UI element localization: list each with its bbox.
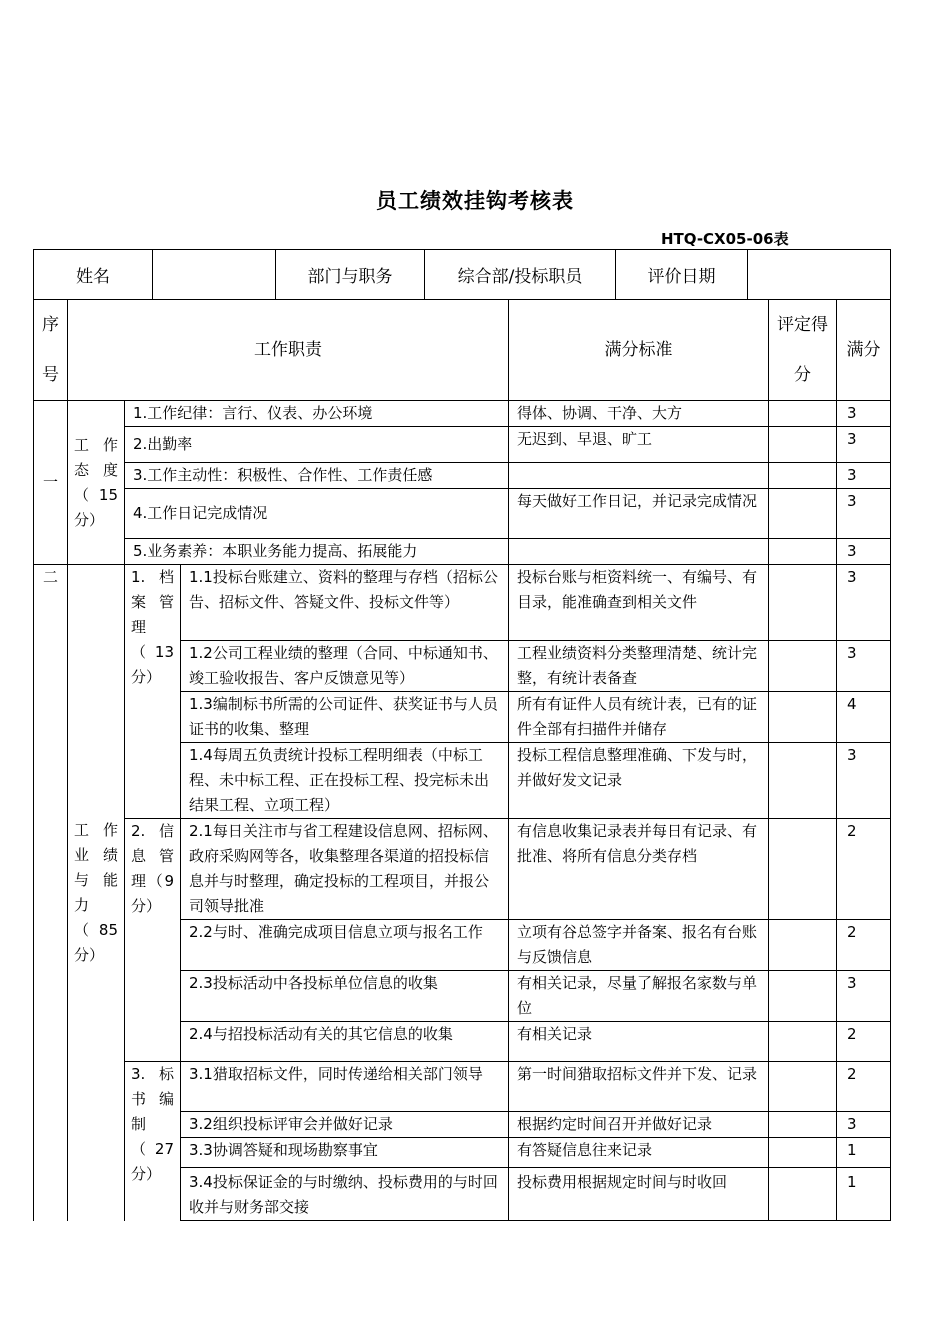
duty-cell: 2.1每日关注市与省工程建设信息网、招标网、政府采购网等各，收集整理各渠道的招投标信息并与时整理，确定投标的工程项目，并报公司领导批准 [181, 819, 509, 920]
date-field[interactable] [748, 250, 891, 300]
group-archive-management: 1.档案管理（13分） [125, 565, 181, 819]
full-score-cell: 4 [837, 692, 891, 743]
table-row [34, 819, 891, 920]
full-score-cell: 3 [837, 489, 891, 539]
table-row [34, 401, 891, 427]
header-table [33, 249, 891, 300]
section-1-category: 工作态度（15分） [68, 401, 125, 565]
full-score-cell: 2 [837, 920, 891, 971]
col-score: 评定得分 [769, 300, 837, 401]
full-score-cell: 2 [837, 819, 891, 920]
full-score-cell: 3 [837, 743, 891, 819]
col-full: 满分 [837, 300, 891, 401]
score-field[interactable] [769, 401, 837, 427]
duty-cell: 1.1投标台账建立、资料的整理与存档（招标公告、招标文件、答疑文件、投标文件等） [181, 565, 509, 641]
table-row [34, 539, 891, 565]
standard-cell: 立项有谷总签字并备案、报名有台账与反馈信息 [509, 920, 769, 971]
full-score-cell: 3 [837, 463, 891, 489]
score-field[interactable] [769, 489, 837, 539]
standard-cell: 有信息收集记录表并每日有记录、有批准、将所有信息分类存档 [509, 819, 769, 920]
col-duty: 工作职责 [68, 300, 509, 401]
standard-cell: 每天做好工作日记，并记录完成情况 [509, 489, 769, 539]
score-field[interactable] [769, 641, 837, 692]
col-seq: 序号 [34, 300, 68, 401]
group-information-management: 2.信息管理（9分） [125, 819, 181, 1062]
score-field[interactable] [769, 1138, 837, 1168]
table-row [34, 1062, 891, 1112]
standard-cell: 有相关记录 [509, 1022, 769, 1062]
score-field[interactable] [769, 920, 837, 971]
date-label: 评价日期 [616, 250, 748, 300]
score-field[interactable] [769, 463, 837, 489]
column-header-row [34, 300, 891, 401]
full-score-cell: 2 [837, 1022, 891, 1062]
score-field[interactable] [769, 819, 837, 920]
score-field[interactable] [769, 1112, 837, 1138]
standard-cell: 工程业绩资料分类整理清楚、统计完整，有统计表备查 [509, 641, 769, 692]
standard-cell [509, 539, 769, 565]
duty-cell: 2.3投标活动中各投标单位信息的收集 [181, 971, 509, 1022]
standard-cell: 第一时间猎取招标文件并下发、记录 [509, 1062, 769, 1112]
duty-cell: 5.业务素养：本职业务能力提高、拓展能力 [125, 539, 509, 565]
full-score-cell: 3 [837, 971, 891, 1022]
duty-cell: 1.4每周五负责统计投标工程明细表（中标工程、未中标工程、正在投标工程、投完标未出结果工程、立项工程） [181, 743, 509, 819]
score-field[interactable] [769, 427, 837, 463]
col-standard: 满分标准 [509, 300, 769, 401]
score-field[interactable] [769, 1168, 837, 1221]
duty-cell: 3.3协调答疑和现场勘察事宜 [181, 1138, 509, 1168]
full-score-cell: 3 [837, 401, 891, 427]
duty-cell: 1.2公司工程业绩的整理（合同、中标通知书、竣工验收报告、客户反馈意见等） [181, 641, 509, 692]
group-bid-preparation: 3.标书编制（27分） [125, 1062, 181, 1221]
duty-cell: 2.4与招投标活动有关的其它信息的收集 [181, 1022, 509, 1062]
full-score-cell: 3 [837, 1112, 891, 1138]
standard-cell [509, 463, 769, 489]
duty-cell: 3.工作主动性：积极性、合作性、工作责任感 [125, 463, 509, 489]
duty-cell: 3.4投标保证金的与时缴纳、投标费用的与时回收并与财务部交接 [181, 1168, 509, 1221]
name-field[interactable] [153, 250, 276, 300]
standard-cell: 得体、协调、干净、大方 [509, 401, 769, 427]
evaluation-table [33, 299, 891, 1221]
full-score-cell: 3 [837, 539, 891, 565]
duty-cell: 1.工作纪律：言行、仪表、办公环境 [125, 401, 509, 427]
standard-cell: 有相关记录，尽量了解报名家数与单位 [509, 971, 769, 1022]
page-title: 员工绩效挂钩考核表 [376, 189, 574, 213]
duty-cell: 2.出勤率 [125, 427, 509, 463]
score-field[interactable] [769, 565, 837, 641]
full-score-cell: 2 [837, 1062, 891, 1112]
section-2-category: 工作业绩与能力（85分） [68, 565, 125, 1221]
full-score-cell: 3 [837, 427, 891, 463]
name-label: 姓名 [34, 250, 153, 300]
full-score-cell: 1 [837, 1168, 891, 1221]
full-score-cell: 1 [837, 1138, 891, 1168]
duty-cell: 3.2组织投标评审会并做好记录 [181, 1112, 509, 1138]
score-field[interactable] [769, 1022, 837, 1062]
score-field[interactable] [769, 1062, 837, 1112]
table-row [34, 427, 891, 463]
duty-cell: 3.1猎取招标文件，同时传递给相关部门领导 [181, 1062, 509, 1112]
dept-value: 综合部/投标职员 [425, 250, 616, 300]
standard-cell: 所有有证件人员有统计表，已有的证件全部有扫描件并储存 [509, 692, 769, 743]
score-field[interactable] [769, 539, 837, 565]
duty-cell: 4.工作日记完成情况 [125, 489, 509, 539]
standard-cell: 投标费用根据规定时间与时收回 [509, 1168, 769, 1221]
duty-cell: 2.2与时、准确完成项目信息立项与报名工作 [181, 920, 509, 971]
full-score-cell: 3 [837, 565, 891, 641]
score-field[interactable] [769, 692, 837, 743]
standard-cell: 投标台账与柜资料统一、有编号、有目录，能准确查到相关文件 [509, 565, 769, 641]
table-row [34, 565, 891, 641]
standard-cell: 无迟到、早退、旷工 [509, 427, 769, 463]
table-row [34, 489, 891, 539]
standard-cell: 根据约定时间召开并做好记录 [509, 1112, 769, 1138]
score-field[interactable] [769, 743, 837, 819]
section-1-number: 一 [34, 401, 68, 565]
full-score-cell: 3 [837, 641, 891, 692]
duty-cell: 1.3编制标书所需的公司证件、获奖证书与人员证书的收集、整理 [181, 692, 509, 743]
score-field[interactable] [769, 971, 837, 1022]
standard-cell: 投标工程信息整理准确、下发与时，并做好发文记录 [509, 743, 769, 819]
section-2-number: 二 [34, 565, 68, 1221]
dept-label: 部门与职务 [276, 250, 425, 300]
standard-cell: 有答疑信息往来记录 [509, 1138, 769, 1168]
table-row [34, 463, 891, 489]
form-number: HTQ-CX05-06表 [661, 230, 789, 248]
